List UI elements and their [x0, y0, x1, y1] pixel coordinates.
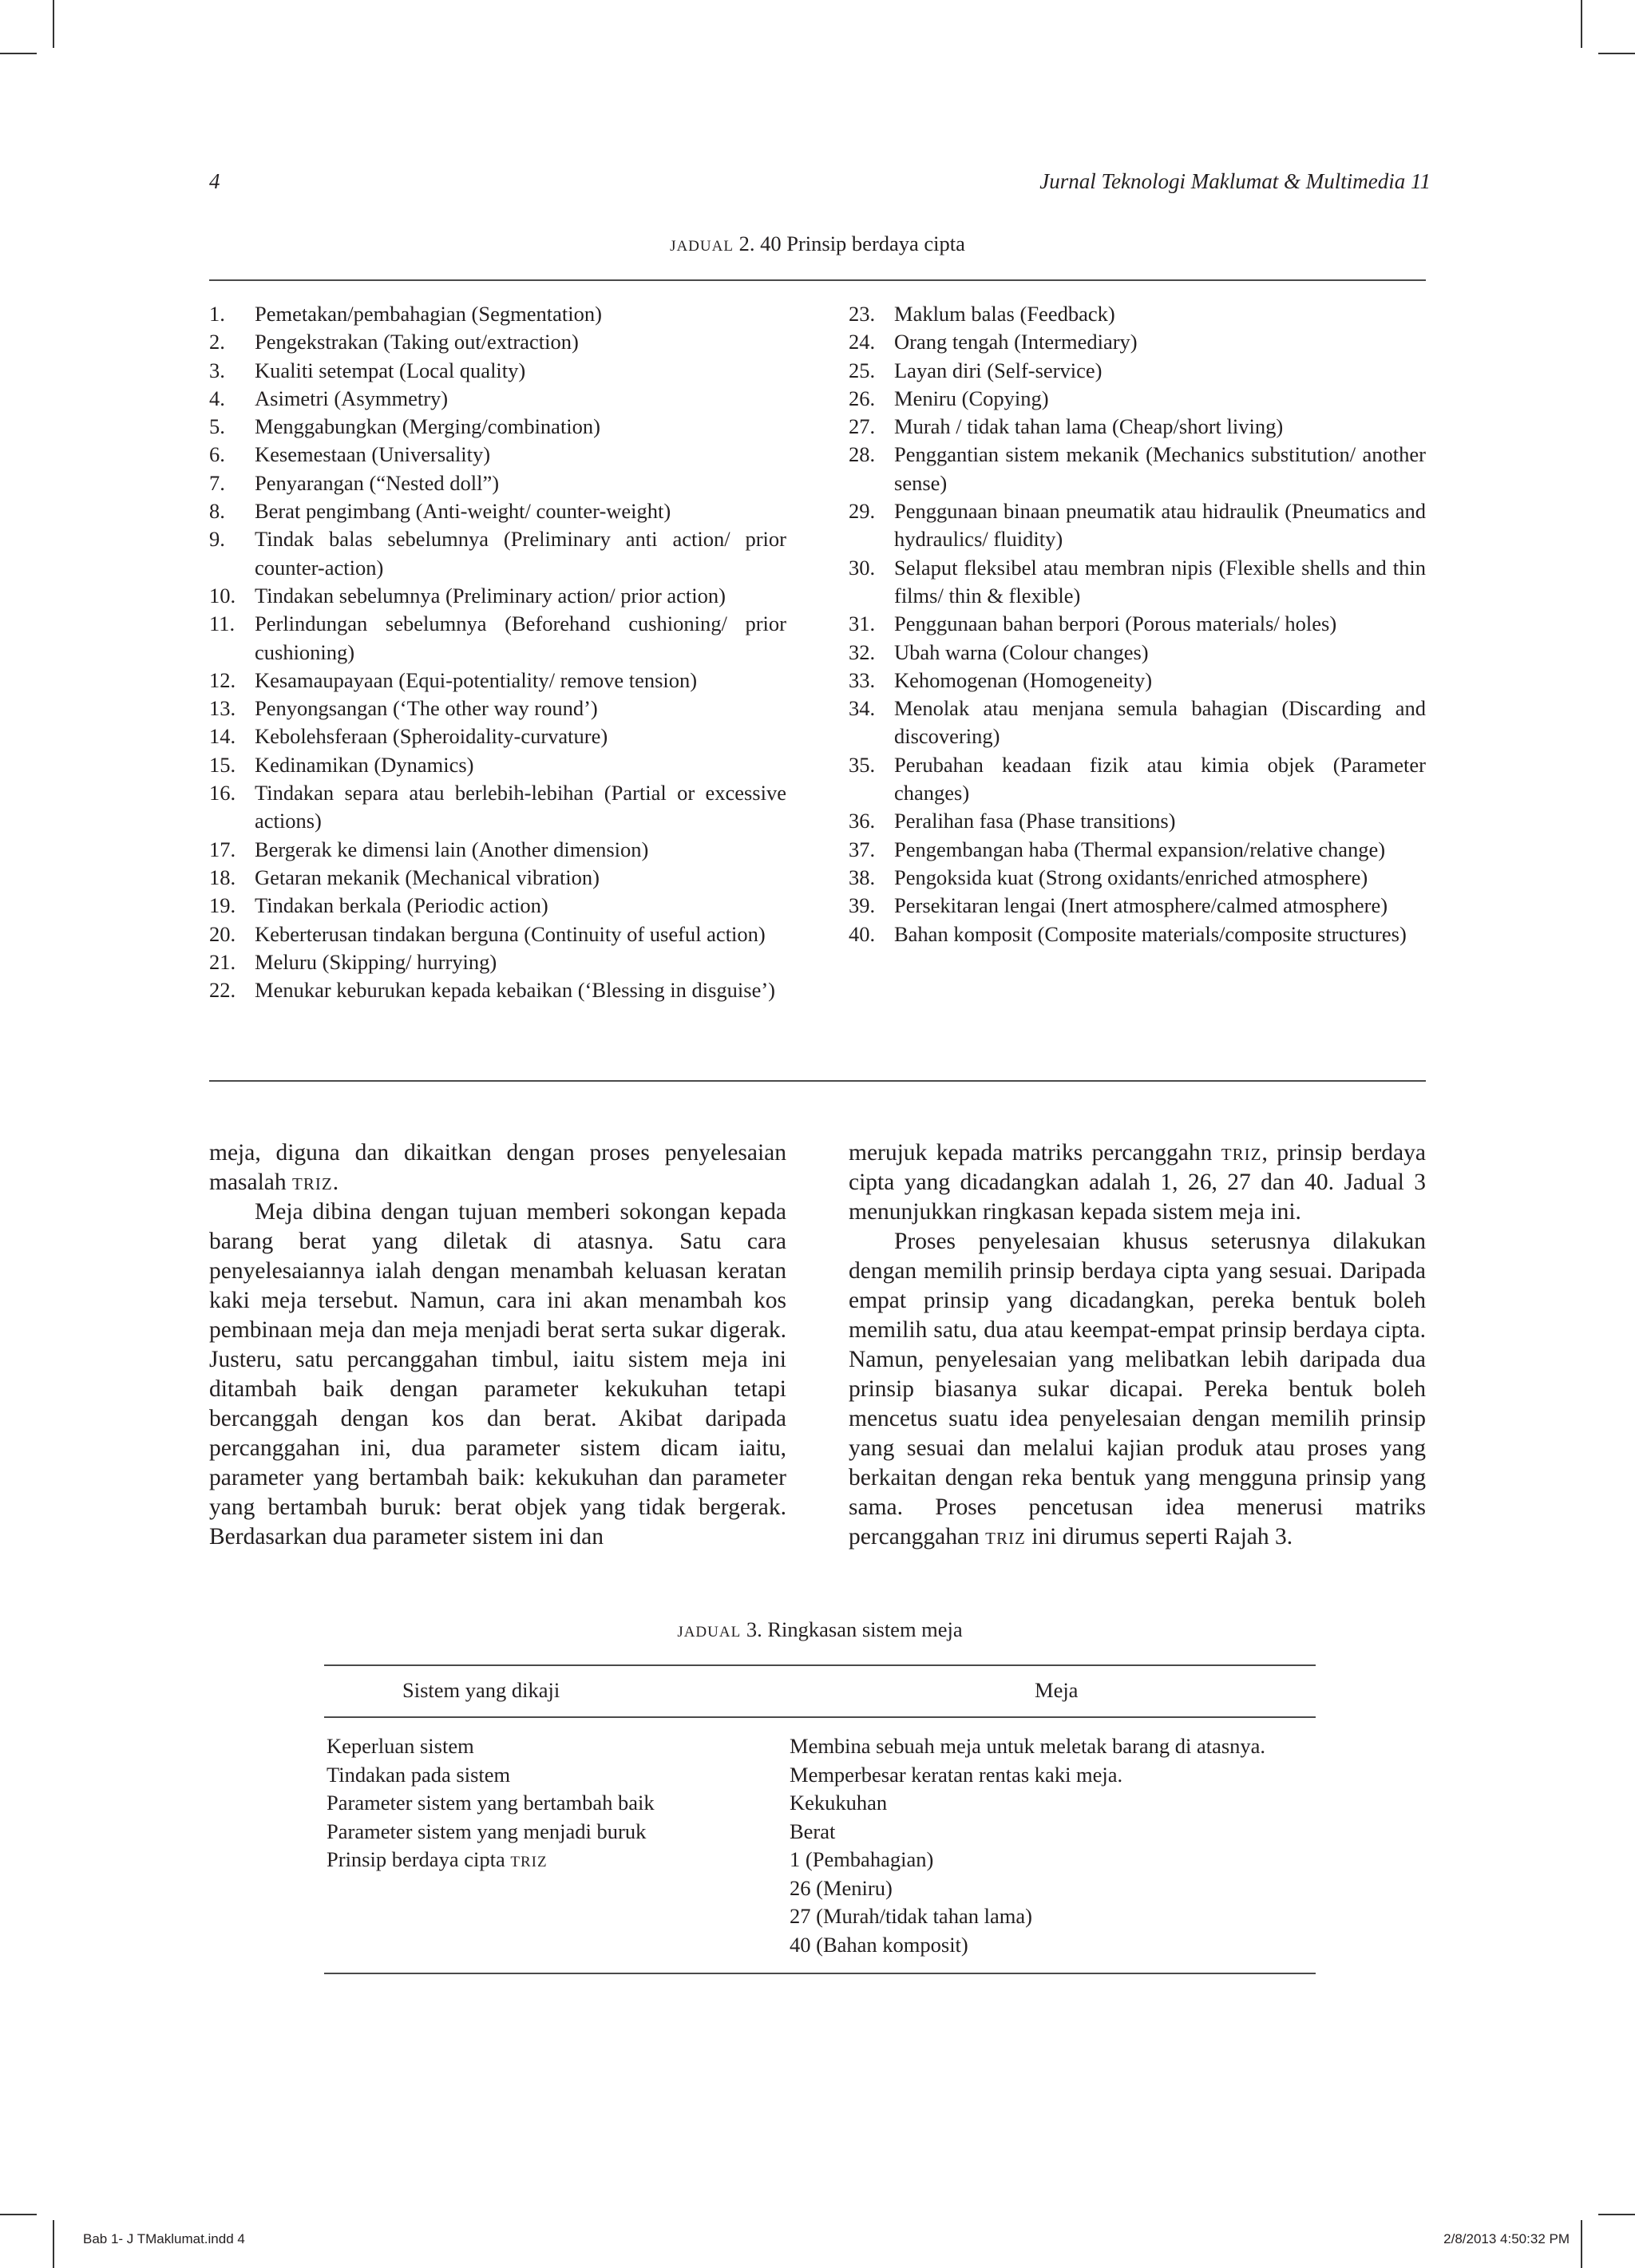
principle-number: 24.	[849, 330, 876, 354]
principle-number: 28.	[849, 442, 876, 467]
table3-column-left	[327, 1732, 655, 1874]
principle-item	[209, 385, 786, 413]
principle-item	[209, 328, 786, 356]
principle-number: 1.	[209, 302, 225, 326]
principle-item	[209, 948, 786, 976]
principle-number: 16.	[209, 781, 236, 805]
principle-text: Keberterusan tindakan berguna (Continuity of useful action)	[255, 921, 766, 946]
principle-number: 3.	[209, 358, 225, 382]
principle-text: Maklum balas (Feedback)	[894, 302, 1115, 326]
principle-item	[849, 610, 1426, 638]
principle-text: Menolak atau menjana semula bahagian (Discarding and discovering)	[894, 696, 1426, 749]
principle-number: 19.	[209, 893, 236, 918]
principle-text: Pengembangan haba (Thermal expansion/relative change)	[894, 837, 1386, 861]
principle-text: Selaput fleksibel atau membran nipis (Flexible shells and thin films/ thin & flexible)	[894, 555, 1426, 608]
principle-item	[209, 300, 786, 328]
table3-cell-right: Membina sebuah meja untuk meletak barang di atasnya.	[790, 1734, 1266, 1758]
principle-text: Persekitaran lengai (Inert atmosphere/calmed atmosphere)	[894, 893, 1388, 918]
principle-item	[209, 779, 786, 836]
paragraph: Meja dibina dengan tujuan memberi sokongan kepada barang berat yang diletak di atasnya. Satu cara penyelesaiannya ialah dengan menambah keluasan keratan kaki meja tersebut. Namun, cara ini akan menambah kos pembinaan meja dan meja menjadi berat serta sukar digerak. Justeru, satu percanggahan timbul, iaitu sistem meja ini ditambah baik dengan parameter kekukuhan tetapi bercanggah dengan kos dan berat. Akibat daripada percanggahan ini, dua parameter sistem dicam iaitu, parameter yang bertambah baik: kekukuhan dan parameter yang bertambah buruk: berat objek yang tidak bergerak. Berdasarkan dua parameter sistem ini dan	[209, 1199, 786, 1550]
principle-text: Tindakan separa atau berlebih-lebihan (Partial or excessive actions)	[255, 781, 786, 833]
principle-item	[849, 497, 1426, 554]
principle-number: 12.	[209, 667, 236, 692]
table3-top-rule	[324, 1664, 1316, 1666]
table2-caption	[209, 232, 1426, 256]
principle-number: 35.	[849, 752, 876, 777]
crop-mark	[53, 0, 54, 48]
table3-cell-left: Prinsip berdaya cipta triz	[327, 1847, 548, 1871]
paragraph: merujuk kepada matriks percanggahn triz, prinsip berdaya cipta yang dicadangkan adalah 1, 26, 27 dan 40. Jadual 3 menunjukkan ringkasan kepada sistem meja ini.	[849, 1140, 1426, 1225]
principle-number: 17.	[209, 837, 236, 861]
principle-item	[849, 751, 1426, 808]
principle-number: 8.	[209, 499, 225, 524]
principle-item	[209, 357, 786, 385]
principle-number: 14.	[209, 724, 236, 749]
table3-cell-right: 26 (Meniru)	[790, 1875, 893, 1900]
principle-text: Bahan komposit (Composite materials/composite structures)	[894, 921, 1407, 946]
crop-mark	[1598, 2214, 1635, 2215]
principle-text: Kedinamikan (Dynamics)	[255, 752, 474, 777]
principle-text: Perlindungan sebelumnya (Beforehand cushioning/ prior cushioning)	[255, 612, 786, 664]
principle-item	[209, 582, 786, 610]
principle-text: Menukar keburukan kepada kebaikan (‘Blessing in disguise’)	[255, 978, 776, 1003]
principle-number: 37.	[849, 837, 876, 861]
principle-number: 34.	[849, 696, 876, 721]
body-column-right	[849, 1138, 1426, 1552]
table3-cell-left: Parameter sistem yang bertambah baik	[327, 1791, 655, 1815]
principle-number: 33.	[849, 667, 876, 692]
principle-item	[209, 497, 786, 525]
crop-mark	[1598, 53, 1635, 54]
principle-text: Layan diri (Self-service)	[894, 358, 1103, 382]
principle-text: Tindak balas sebelumnya (Preliminary anti action/ prior counter-action)	[255, 527, 786, 580]
principle-text: Kualiti setempat (Local quality)	[255, 358, 526, 382]
principle-text: Tindakan berkala (Periodic action)	[255, 893, 548, 918]
crop-mark	[0, 53, 37, 54]
table3-cell-left: Keperluan sistem	[327, 1734, 474, 1758]
principle-text: Meluru (Skipping/ hurrying)	[255, 949, 497, 974]
principles-list-left	[209, 300, 786, 1004]
paragraph: Proses penyelesaian khusus seterusnya dilakukan dengan memilih prinsip berdaya cipta yang sesuai. Daripada empat prinsip yang dicadangkan, pereka bentuk boleh memilih satu, dua atau keempat-empat prinsip berdaya cipta. Namun, penyelesaian yang melibatkan lebih daripada dua prinsip biasanya sukar dicapai. Pereka bentuk boleh mencetus suatu idea penyelesaian dengan memilih prinsip yang sesuai dan melalui kajian produk atau proses yang berkaitan dengan reka bentuk yang mengguna prinsip yang sama. Proses pencetusan idea menerusi matriks percanggahan triz ini dirumus seperti Rajah 3.	[849, 1229, 1426, 1550]
crop-mark	[0, 2214, 37, 2215]
table2-bottom-rule	[209, 1080, 1426, 1082]
principle-item	[209, 610, 786, 667]
principle-number: 21.	[209, 949, 236, 974]
principle-text: Kesemestaan (Universality)	[255, 442, 491, 467]
file-slug: Bab 1- J TMaklumat.indd 4	[83, 2231, 245, 2246]
principle-text: Ubah warna (Colour changes)	[894, 639, 1149, 664]
principle-item	[209, 976, 786, 1004]
principle-text: Kebolehsferaan (Spheroidality-curvature)	[255, 724, 608, 749]
principle-number: 30.	[849, 555, 876, 580]
principle-number: 4.	[209, 386, 225, 410]
principle-item	[849, 554, 1426, 611]
principle-number: 27.	[849, 414, 876, 439]
principle-item	[209, 695, 786, 722]
principle-item	[849, 667, 1426, 695]
principle-item	[209, 920, 786, 948]
principle-item	[849, 807, 1426, 835]
principle-number: 23.	[849, 302, 876, 326]
table3-cell-right: Memperbesar keratan rentas kaki meja.	[790, 1762, 1123, 1787]
page-number: 4	[209, 169, 220, 193]
table3-header-right: Meja	[1035, 1678, 1079, 1702]
principle-item	[209, 751, 786, 779]
principle-number: 31.	[849, 612, 876, 636]
table3-cell-left: Parameter sistem yang menjadi buruk	[327, 1819, 647, 1843]
principle-text: Pengoksida kuat (Strong oxidants/enriched atmosphere)	[894, 865, 1368, 889]
principle-text: Penyongsangan (‘The other way round’)	[255, 696, 598, 721]
principle-item	[209, 441, 786, 469]
principle-text: Orang tengah (Intermediary)	[894, 330, 1138, 354]
table3-header-left: Sistem yang dikaji	[402, 1678, 560, 1702]
crop-mark	[1581, 2220, 1582, 2268]
principle-item	[849, 695, 1426, 751]
principle-text: Kesamaupayaan (Equi-potentiality/ remove tension)	[255, 667, 698, 692]
principle-number: 40.	[849, 921, 876, 946]
principle-text: Tindakan sebelumnya (Preliminary action/ prior action)	[255, 583, 726, 608]
principle-text: Pengekstrakan (Taking out/extraction)	[255, 330, 579, 354]
principle-item	[209, 892, 786, 920]
principle-text: Peralihan fasa (Phase transitions)	[894, 809, 1176, 833]
principle-item	[209, 413, 786, 441]
print-timestamp: 2/8/2013 4:50:32 PM	[1443, 2231, 1570, 2246]
table2-top-rule	[209, 279, 1426, 281]
principle-item	[849, 639, 1426, 667]
principle-number: 2.	[209, 330, 225, 354]
principle-number: 15.	[209, 752, 236, 777]
table3-column-right	[790, 1732, 1265, 1959]
body-column-left	[209, 1138, 786, 1552]
table3-cell-right: 40 (Bahan komposit)	[790, 1932, 968, 1957]
principle-number: 20.	[209, 921, 236, 946]
crop-mark	[53, 2220, 54, 2268]
table2-caption-text: 2. 40 Prinsip berdaya cipta	[738, 232, 965, 255]
table2-caption-label: jadual	[670, 232, 734, 255]
principle-number: 5.	[209, 414, 225, 439]
principle-item	[849, 413, 1426, 441]
crop-mark	[1581, 0, 1582, 48]
summary-table-body	[324, 1732, 1316, 1964]
principle-text: Murah / tidak tahan lama (Cheap/short living)	[894, 414, 1284, 439]
table3-bottom-rule	[324, 1973, 1316, 1974]
principle-number: 32.	[849, 639, 876, 664]
table3-caption-label: jadual	[677, 1617, 742, 1641]
principle-number: 22.	[209, 978, 236, 1003]
paragraph: meja, diguna dan dikaitkan dengan proses penyelesaian masalah triz.	[209, 1140, 786, 1195]
principle-number: 13.	[209, 696, 236, 721]
table3-cell-right: Kekukuhan	[790, 1791, 888, 1815]
table3-cell-right: 1 (Pembahagian)	[790, 1847, 934, 1871]
principle-text: Bergerak ke dimensi lain (Another dimension)	[255, 837, 649, 861]
principle-item	[849, 385, 1426, 413]
principle-number: 25.	[849, 358, 876, 382]
principle-item	[849, 300, 1426, 328]
principle-text: Asimetri (Asymmetry)	[255, 386, 449, 410]
principle-item	[209, 722, 786, 750]
principle-item	[849, 864, 1426, 892]
principle-item	[849, 441, 1426, 497]
principle-number: 10.	[209, 583, 236, 608]
principles-list-right	[849, 300, 1426, 948]
principle-text: Penggantian sistem mekanik (Mechanics substitution/ another sense)	[894, 442, 1426, 495]
principle-item	[849, 892, 1426, 920]
principle-number: 38.	[849, 865, 876, 889]
principle-item	[209, 864, 786, 892]
principle-text: Penggunaan binaan pneumatik atau hidraulik (Pneumatics and hydraulics/ fluidity)	[894, 499, 1426, 552]
principle-item	[849, 920, 1426, 948]
principle-text: Kehomogenan (Homogeneity)	[894, 667, 1153, 692]
principle-number: 6.	[209, 442, 225, 467]
principle-text: Berat pengimbang (Anti-weight/ counter-weight)	[255, 499, 671, 524]
principle-item	[209, 836, 786, 864]
table3-cell-right: Berat	[790, 1819, 836, 1843]
table3-header-rule	[324, 1716, 1316, 1718]
principle-number: 39.	[849, 893, 876, 918]
principle-text: Penggunaan bahan berpori (Porous materials/ holes)	[894, 612, 1337, 636]
principle-text: Pemetakan/pembahagian (Segmentation)	[255, 302, 602, 326]
principle-item	[849, 836, 1426, 864]
principle-item	[209, 525, 786, 582]
principle-number: 18.	[209, 865, 236, 889]
principle-text: Perubahan keadaan fizik atau kimia objek (Parameter changes)	[894, 752, 1426, 805]
table3-cell-left: Tindakan pada sistem	[327, 1762, 511, 1787]
principle-item	[849, 357, 1426, 385]
principle-number: 7.	[209, 470, 225, 495]
principle-text: Penyarangan (“Nested doll”)	[255, 470, 500, 495]
principle-text: Menggabungkan (Merging/combination)	[255, 414, 600, 439]
principle-item	[849, 328, 1426, 356]
principle-text: Getaran mekanik (Mechanical vibration)	[255, 865, 600, 889]
principle-number: 9.	[209, 527, 225, 552]
principle-item	[209, 667, 786, 695]
table3-caption	[324, 1617, 1316, 1642]
principle-text: Meniru (Copying)	[894, 386, 1049, 410]
table3-caption-text: 3. Ringkasan sistem meja	[746, 1617, 963, 1641]
principle-number: 29.	[849, 499, 876, 524]
principle-item	[209, 469, 786, 497]
principle-number: 36.	[849, 809, 876, 833]
principle-number: 26.	[849, 386, 876, 410]
table3-cell-right: 27 (Murah/tidak tahan lama)	[790, 1904, 1032, 1928]
principle-number: 11.	[209, 612, 236, 636]
journal-title: Jurnal Teknologi Maklumat & Multimedia 11	[1039, 169, 1431, 193]
